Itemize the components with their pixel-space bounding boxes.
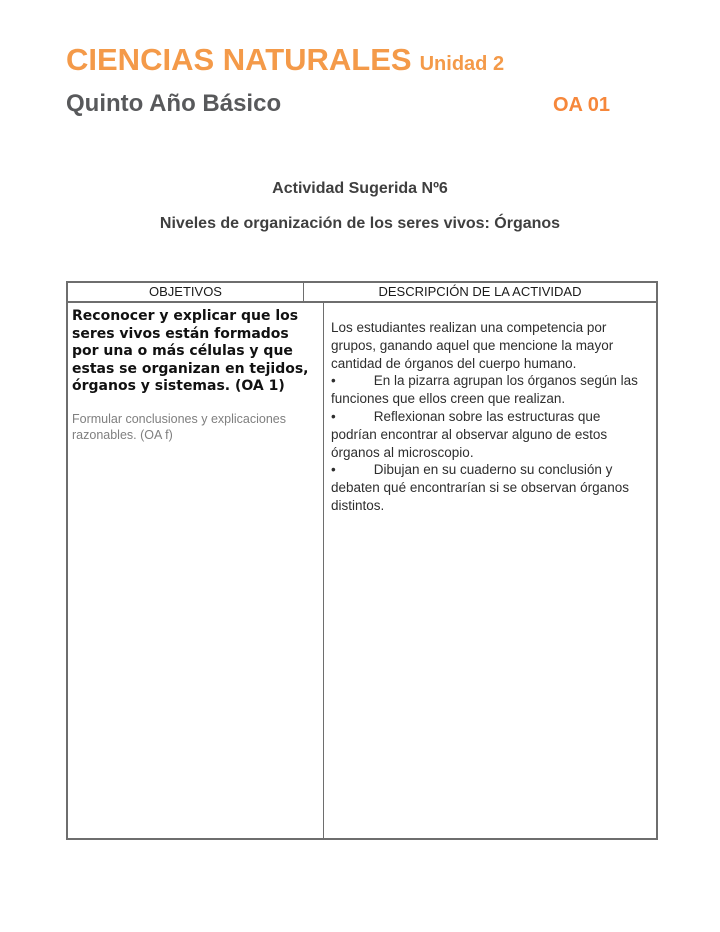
- description-bullet-3: [331, 461, 648, 514]
- description-cell: [324, 303, 656, 838]
- bullet-glyph: •: [331, 408, 336, 424]
- subject-title: CIENCIAS NATURALES: [66, 42, 412, 77]
- objective-secondary-text: Formular conclusiones y explicaciones razonables. (OA f): [72, 411, 286, 442]
- table-header-row: [68, 283, 656, 303]
- table-header-objectives: OBJETIVOS: [68, 283, 304, 301]
- bullet-glyph: •: [331, 373, 336, 389]
- grade-title: Quinto Año Básico: [66, 90, 282, 117]
- unit-label: Unidad 2: [419, 53, 505, 75]
- table-header-description: DESCRIPCIÓN DE LA ACTIVIDAD: [378, 284, 582, 299]
- document-header: [0, 0, 720, 118]
- activity-title: Actividad Sugerida Nº6: [272, 180, 448, 197]
- objective-main-text: Reconocer y explicar que los seres vivos están formados por una o más células y que estas se organizan en tejidos, órganos y sistemas. (OA 1): [72, 308, 309, 395]
- description-bullet-2-text: Reflexionan sobre las estructuras que podrían encontrar al observar alguno de estos órganos al microscopio.: [331, 408, 608, 460]
- description-bullet-3-text: Dibujan en su cuaderno su conclusión y debaten qué encontrarían si se observan órganos distintos.: [331, 462, 629, 513]
- description-bullet-1: [331, 372, 648, 408]
- activity-heading-block: [0, 180, 720, 233]
- activity-table: [66, 281, 658, 840]
- objectives-cell: [68, 303, 324, 838]
- table-body-row: [68, 303, 656, 838]
- subject-title-line: [66, 42, 658, 78]
- description-bullet-2: [331, 408, 648, 461]
- grade-line: [66, 90, 658, 118]
- description-bullet-1-text: En la pizarra agrupan los órganos según las funciones que ellos creen que realizan.: [331, 373, 638, 407]
- oa-code: OA 01: [552, 94, 610, 116]
- description-intro: Los estudiantes realizan una competencia por grupos, ganando aquel que mencione la mayor cantidad de órganos del cuerpo humano.: [331, 320, 614, 371]
- bullet-glyph: •: [331, 462, 336, 478]
- activity-subtitle: Niveles de organización de los seres vivos: Órganos: [159, 215, 561, 232]
